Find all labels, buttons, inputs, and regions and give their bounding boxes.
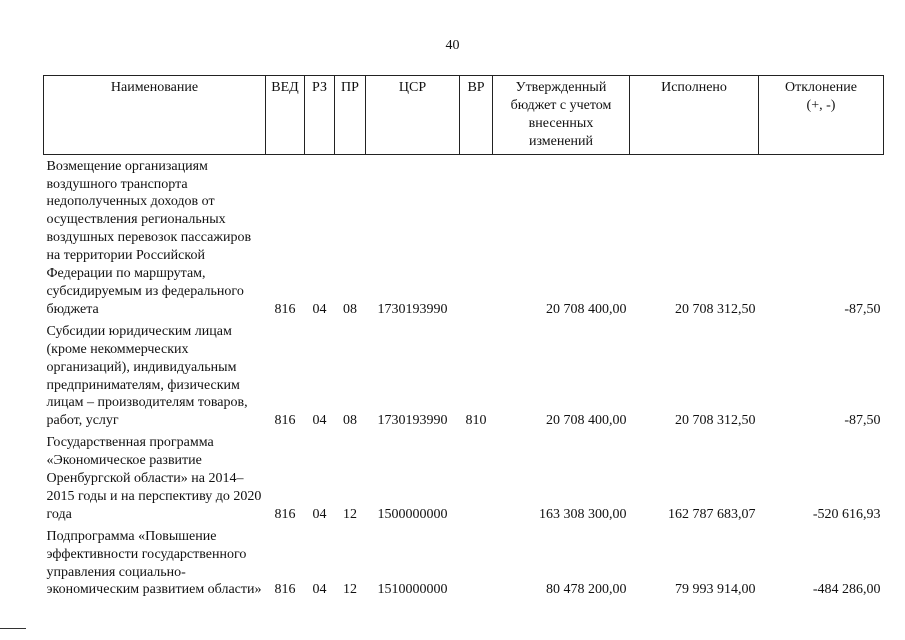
row-vr [460, 528, 493, 604]
row-rz: 04 [312, 506, 327, 522]
row-deviation: -484 286,00 [812, 582, 881, 598]
row-pr: 08 [343, 301, 357, 317]
row-name: Подпрограмма «Повышение эффективности государственного управления социально-экономическим развитием области» [46, 528, 262, 598]
row-ved: 816 [274, 413, 296, 429]
header-executed: Исполнено [630, 76, 759, 155]
row-ved: 816 [274, 506, 296, 522]
row-rz: 04 [312, 413, 327, 429]
row-executed: 79 993 914,00 [675, 582, 756, 598]
table-row [44, 434, 884, 528]
row-vr [460, 434, 493, 528]
row-ved: 816 [274, 582, 296, 598]
table-header-row [44, 76, 884, 155]
row-executed: 162 787 683,07 [668, 506, 756, 522]
row-deviation: -87,50 [844, 301, 881, 317]
row-approved: 20 708 400,00 [546, 301, 627, 317]
row-pr: 12 [343, 582, 357, 598]
row-deviation: -87,50 [844, 413, 881, 429]
row-name: Возмещение организациям воздушного транспорта недополученных доходов от осуществления региональных воздушных перевозок пассажиров на территории Российской Федерации по маршрутам, субсидируемым из федерального бюджета [46, 158, 252, 317]
table-row [44, 154, 884, 323]
header-csr: ЦСР [366, 76, 460, 155]
header-name: Наименование [44, 76, 266, 155]
row-name: Государственная программа «Экономическое развитие Оренбургской области» на 2014–2015 годы и на перспективу до 2020 года [46, 435, 262, 522]
row-executed: 20 708 312,50 [675, 413, 756, 429]
header-deviation: Отклонение (+, -) [759, 76, 884, 155]
row-rz: 04 [312, 301, 327, 317]
header-rz: РЗ [305, 76, 335, 155]
row-approved: 20 708 400,00 [546, 413, 627, 429]
row-csr: 1510000000 [377, 582, 448, 598]
row-approved: 163 308 300,00 [539, 506, 627, 522]
header-ved: ВЕД [266, 76, 305, 155]
header-pr: ПР [335, 76, 366, 155]
row-csr: 1730193990 [377, 413, 448, 429]
row-ved: 816 [274, 301, 296, 317]
row-deviation: -520 616,93 [812, 506, 881, 522]
row-pr: 08 [343, 413, 357, 429]
header-approved: Утвержденный бюджет с учетом внесенных изменений [493, 76, 630, 155]
page-edge-rule [0, 628, 26, 629]
table-row [44, 323, 884, 434]
row-rz: 04 [312, 582, 327, 598]
header-vr: ВР [460, 76, 493, 155]
page-number: 40 [445, 38, 460, 53]
row-pr: 12 [343, 506, 357, 522]
table-row [44, 528, 884, 604]
row-vr [460, 154, 493, 323]
budget-table [43, 75, 884, 603]
row-csr: 1730193990 [377, 301, 448, 317]
row-vr: 810 [465, 413, 487, 429]
row-approved: 80 478 200,00 [546, 582, 627, 598]
row-executed: 20 708 312,50 [675, 301, 756, 317]
row-csr: 1500000000 [377, 506, 448, 522]
row-name: Субсидии юридическим лицам (кроме некоммерческих организаций), индивидуальным предпринимателям, физическим лицам – производителям товаров, работ, услуг [46, 323, 248, 429]
